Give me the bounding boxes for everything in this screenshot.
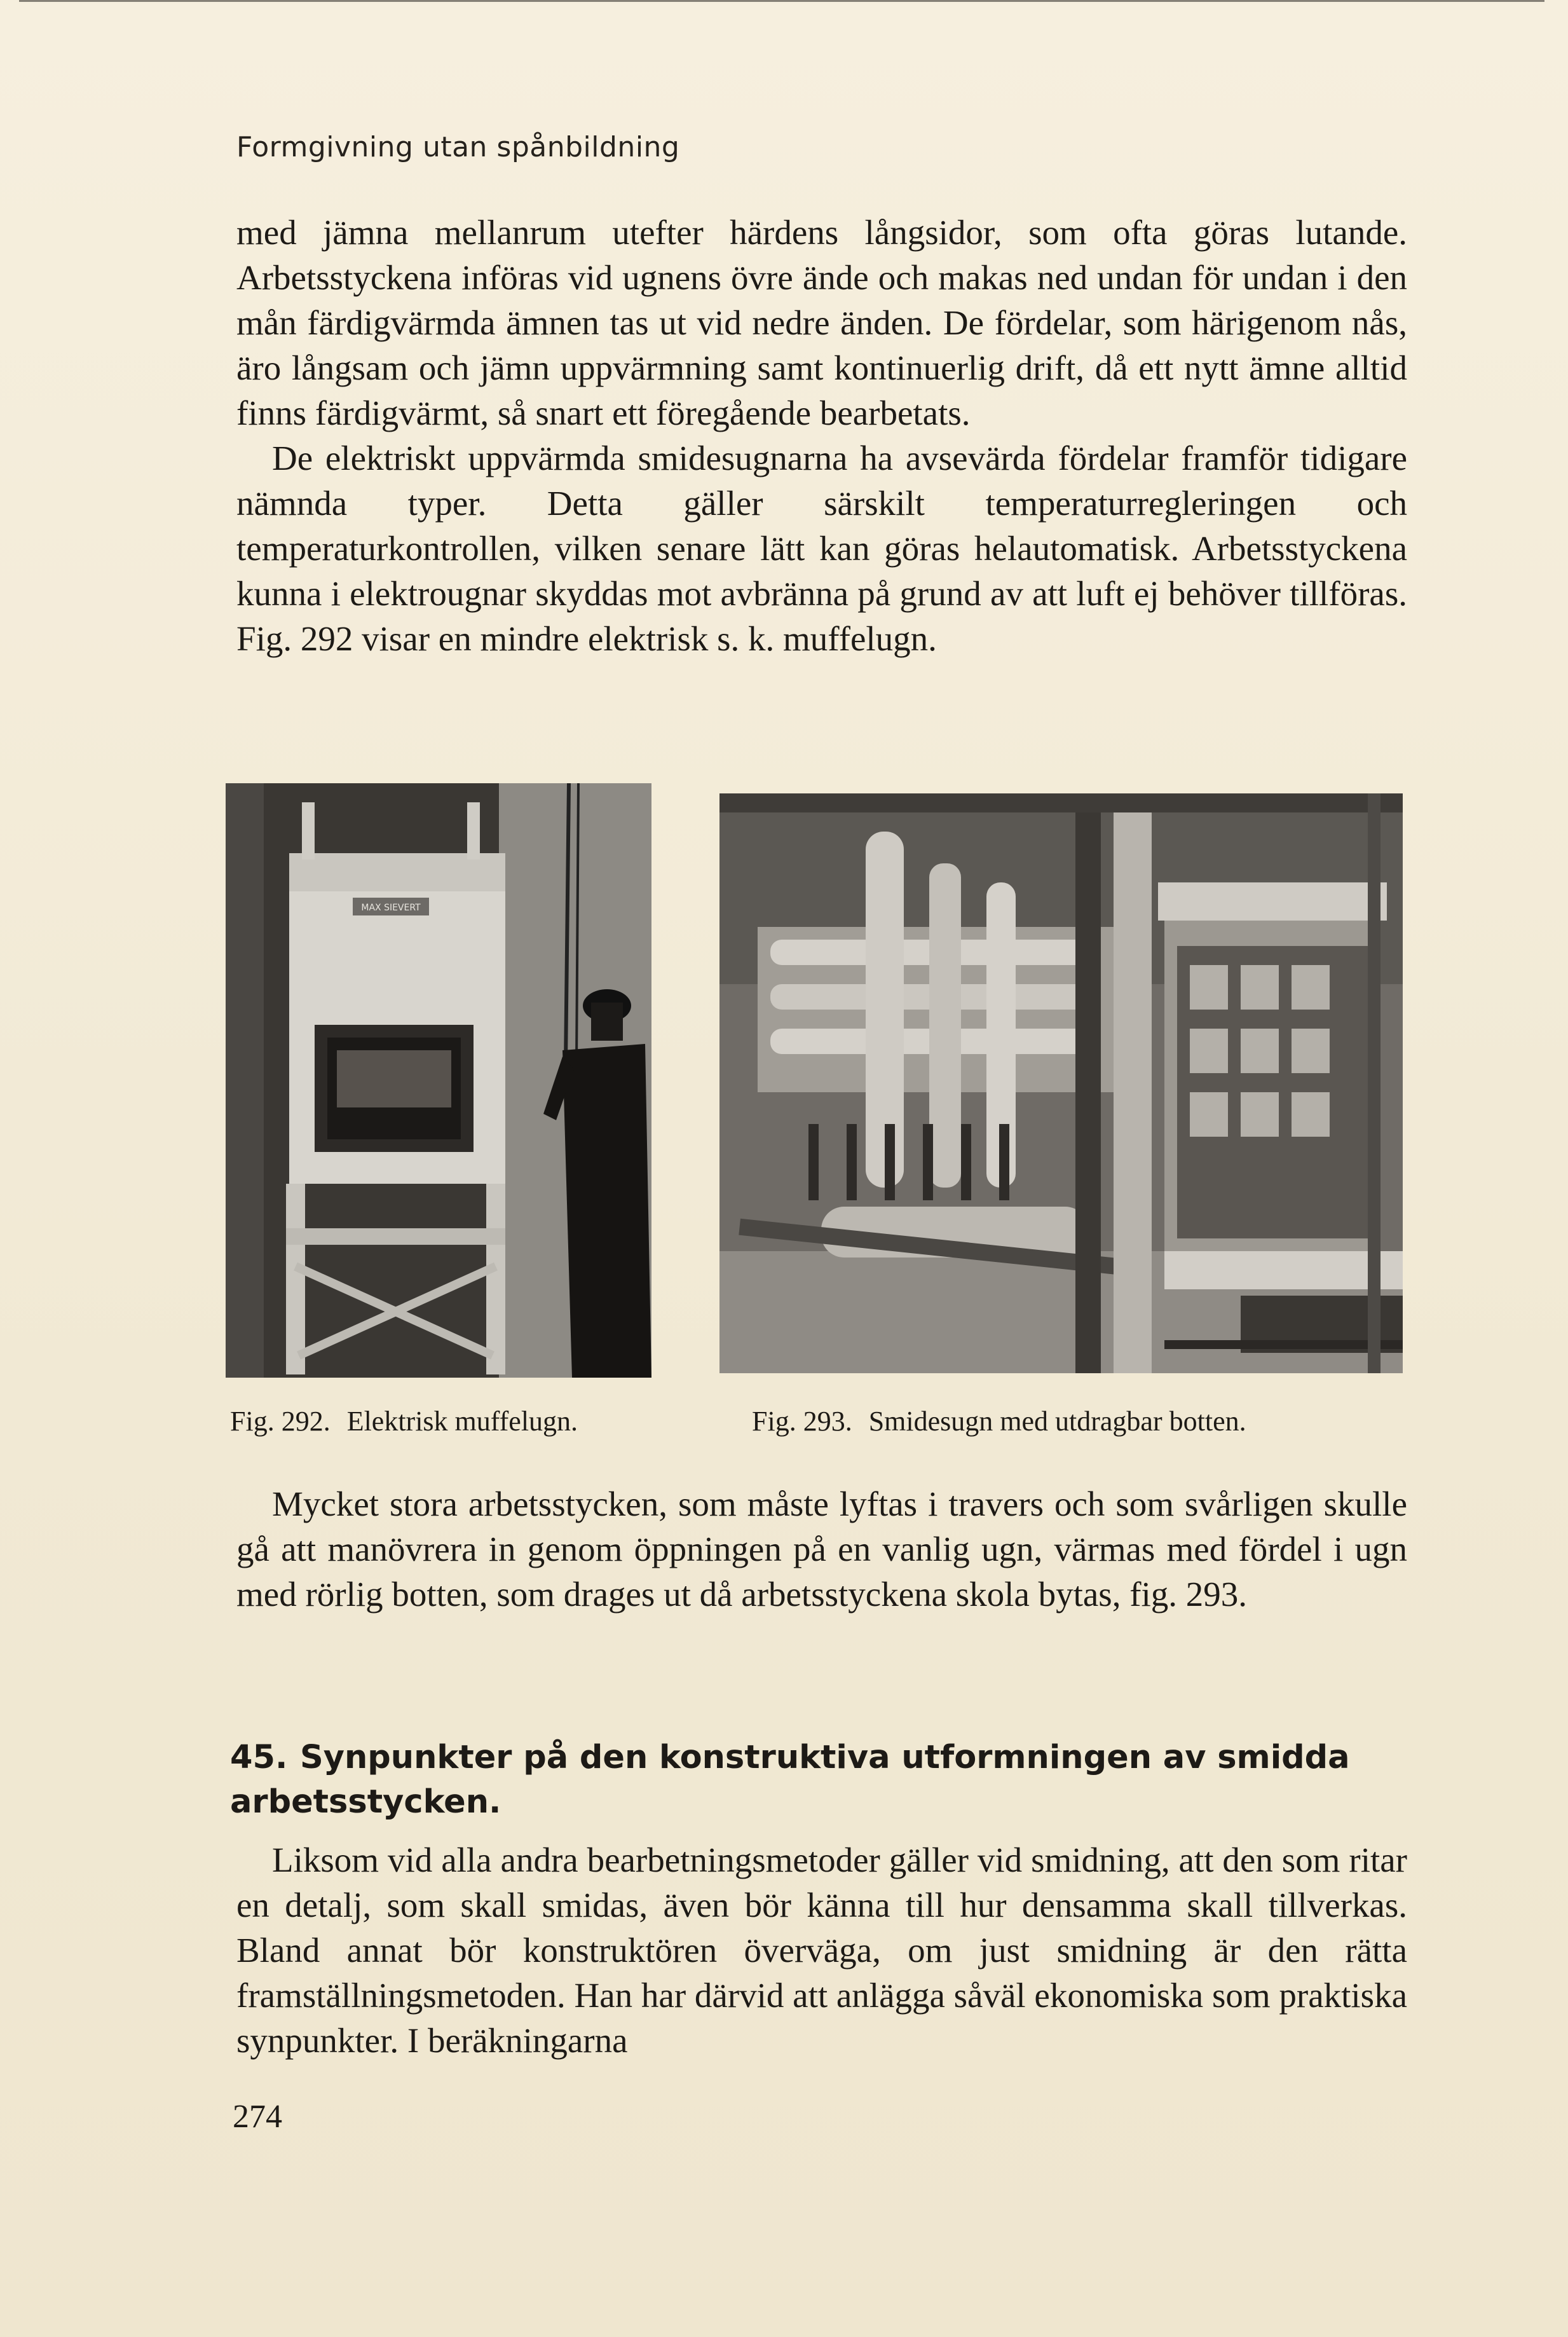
figure-292-caption-text: Elektrisk muffelugn.: [346, 1406, 578, 1437]
furnace-nameplate: MAX SIEVERT: [361, 903, 421, 913]
figure-292-photo: [226, 783, 651, 1378]
figure-292-caption: [230, 1405, 578, 1437]
paragraph-4: Liksom vid alla andra bearbetningsmetoder gäller vid smidning, att den som ritar en detalj, som skall smidas, även bör känna till hur densamma skall tillverkas. Bland annat bör konstruktören överväga, om just smidning är den rätta framställningsmetoden. Han har därvid att anlägga såväl ekonomiska som praktiska synpunkter. I beräkningarna: [236, 1840, 1407, 2060]
paragraph-1: med jämna mellanrum utefter härdens långsidor, som ofta göras lutande. Arbetsstyckena införas vid ugnens övre ände och makas ned undan för undan i den mån färdigvärmda ämnen tas ut vid nedre änden. De fördelar, som härigenom nås, äro långsam och jämn uppvärmning samt kontinuerlig drift, då ett nytt ämne alltid finns färdigvärmt, så snart ett föregående bearbetats.: [236, 213, 1407, 432]
figure-293-photo: [719, 793, 1403, 1373]
section-heading: [230, 1736, 1412, 1825]
figure-293-caption: [752, 1405, 1246, 1437]
text-block-middle: [236, 1481, 1407, 1617]
top-edge-rule: [19, 0, 1544, 2]
figure-292-number: Fig. 292.: [230, 1406, 331, 1437]
section-number: 45.: [230, 1739, 288, 1776]
figure-293-number: Fig. 293.: [752, 1406, 852, 1437]
section-title: Synpunkter på den konstruktiva utformningen av smidda arbetsstycken.: [230, 1739, 1350, 1821]
page-number: 274: [233, 2099, 282, 2135]
muffle-furnace-image: [226, 783, 651, 1378]
text-block-section: [236, 1837, 1407, 2063]
forging-furnace-image: [719, 793, 1403, 1373]
text-block-top: [236, 210, 1407, 661]
paragraph-2: De elektriskt uppvärmda smidesugnarna ha avsevärda fördelar framför tidigare nämnda typer. Detta gäller särskilt temperaturregleringen och temperaturkontrollen, vilken senare lätt kan göras helautomatisk. Arbetsstyckena kunna i elektrougnar skyddas mot avbränna på grund av att luft ej behöver tillföras. Fig. 292 visar en mindre elektrisk s. k. muffelugn.: [236, 439, 1407, 658]
paragraph-3: Mycket stora arbetsstycken, som måste lyftas i travers och som svårligen skulle gå att manövrera in genom öppningen på en vanlig ugn, värmas med fördel i ugn med rörlig botten, som drages ut då arbetsstyckena skola bytas, fig. 293.: [236, 1484, 1407, 1614]
running-head: Formgivning utan spånbildning: [236, 131, 680, 163]
figure-293-caption-text: Smidesugn med utdragbar botten.: [868, 1406, 1246, 1437]
